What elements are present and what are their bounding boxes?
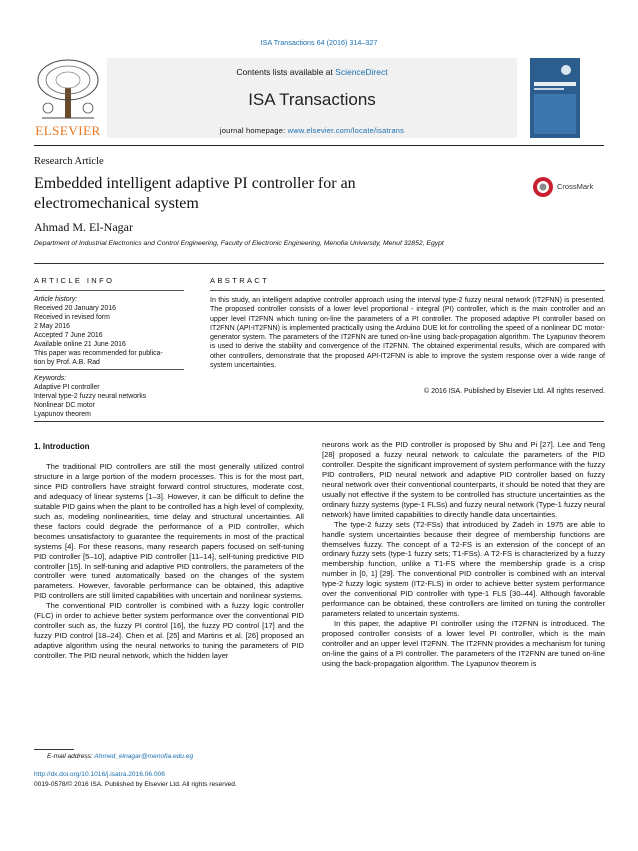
abstract-heading: ABSTRACT <box>210 276 270 285</box>
paragraph: The conventional PID controller is combined with a fuzzy logic controller (FLC) in order to achieve better system performance over the conventional PID controller such as, the fuzzy PI control [16], the fuzzy PD control [17] and the fuzzy PID control [18–24]. Chen et al. [25] and Martins et al. [26] proposed an adaptive algorithm using the neural networks to tuning the parameters of PID controller. The PID neural network, which the hidden layer <box>34 601 304 661</box>
abstract-rule <box>210 290 605 291</box>
paragraph: The type-2 fuzzy sets (T2-FSs) that introduced by Zadeh in 1975 are able to handle system uncertainties because their degree of membership functions are themselves fuzzy. The concept of a T2-FS is an extension of the concept of an ordinary fuzzy sets (type-1 fuzzy sets; T1-FSs). A T2-FS is characterized by a fuzzy membership function, unlike a T1-FS where the membership grade is a crisp number in [0, 1] [29]. The conventional PID controller is combined with an interval type-2 fuzzy logic system (IT2-FLS) in order to achieve better system performance over the conventional PID controller with type-1 FLS [30–44]. Although favorable performance can be obtained, these controllers are limited on tuning the controller parameters related to uncertain systems. <box>322 519 605 619</box>
publisher-name: ELSEVIER <box>35 123 101 138</box>
footnote-rule <box>34 749 74 750</box>
header-rule <box>34 145 604 146</box>
article-info-rule <box>34 290 184 291</box>
history-item: 2 May 2016 <box>34 323 71 330</box>
abstract-text: In this study, an intelligent adaptive controller approach using the interval type-2 fuzzy neural network (IT2FNN) is presented. The proposed controller consists of a lower level proportional - integral (PI) controller, which is the main controller and an upper level IT2FNN which tuning on-line the parameters of a PI controller. The proposed adaptive PI controller based on IT2FNN (API-IT2FNN) is implemented practically using the Arduino DUE kit for controlling the speed of a nonlinear DC motor-generator system. The parameters of the IT2FNN are tuned on-line using back-propagation algorithm. The Lyapunov theorem is used to derive the stability and convergence of the IT2FNN. The obtained experimental results, which are compared with other controllers, demonstrate that the proposed API-IT2FNN is able to improve the system response over a wide range of system uncertainties. <box>210 297 605 370</box>
article-type: Research Article <box>34 156 104 167</box>
crossmark-icon <box>532 176 554 198</box>
homepage-prefix: journal homepage: <box>219 126 288 135</box>
history-item: Received 20 January 2016 <box>34 305 116 312</box>
abstract-copyright: © 2016 ISA. Published by Elsevier Ltd. All rights reserved. <box>423 388 605 395</box>
article-info-heading: ARTICLE INFO <box>34 276 115 285</box>
history-item: Received in revised form <box>34 314 110 321</box>
article-history <box>34 295 184 367</box>
footnote <box>47 753 193 760</box>
crossmark-label: CrossMark <box>557 182 594 191</box>
keywords-rule <box>34 369 184 370</box>
keyword: Lyapunov theorem <box>34 411 91 418</box>
author-email-link[interactable]: Ahmed_elnagar@menofia.edu.eg <box>94 753 194 760</box>
history-item: This paper was recommended for publica- <box>34 350 163 357</box>
journal-title: ISA Transactions <box>248 90 376 109</box>
history-item: tion by Prof. A.B. Rad <box>34 359 100 366</box>
right-column <box>322 440 605 669</box>
email-label: E-mail address: <box>47 753 95 760</box>
homepage-link[interactable]: www.elsevier.com/locate/isatrans <box>287 126 405 135</box>
paragraph: neurons work as the PID controller is proposed by Shu and Pi [27]. Lee and Teng [28] proposed a fuzzy neural network to calculate the parameters of the PID controller. Despite the significant improvement of system performance with the fuzzy PID controllers, PID neural network and adaptive PID controller based on fuzzy neural network over their conventional counterparts, it should be noted that they are usually not effective if the system to be controlled has structure uncertainties as the ordinary fuzzy systems (type-1 FLSs) and fuzzy neural network (Type-1 fuzzy neural network) have limited capabilities to directly handle data uncertainties. <box>322 440 605 519</box>
paragraph: The traditional PID controllers are still the most generally utilized control structure in a large portion of the modern processes. This is for the most part, since PID controllers have straight forward control structures, moderate cost, and adequacy of linear systems [1–3]. However, it can be difficult to define the suitable PID gains when the plant to be controlled has a high level of complexity, such as, modeling nonlinearities, time delay and structural uncertainties. All these factors could degrade the performance of a PID controller, which becomes unsatisfactory to guarantee the requirements in most of the practical systems [4]. For these reasons, many research papers focused on self-tuning PID controller [5–10], adaptive PID controller [11–14], self-tuning predictive PID controller [15]. In self-tuning and adaptive PID controllers, the parameters of the controller were tuned automatically based on the changes of the system parameters. However, favorable performance can be obtained, this adaptive PID controllers are still limited capabilities with uncertain and nonlinear systems. <box>34 462 304 601</box>
crossmark-button[interactable] <box>532 176 602 198</box>
keyword: Interval type-2 fuzzy neural networks <box>34 393 147 400</box>
paragraph: In this paper, the adaptive PI controller using the IT2FNN is introduced. The proposed controller consists of a lower level PI controller, which is the main controller and an upper level IT2FNN. The IT2FNN provides a mechanism for tuning on-line the gains of a PI controller. The parameters of the IT2FNN are tuned on-line using the back-propagation algorithm. The Lyapunov theorem is <box>322 619 605 668</box>
author-name[interactable]: Ahmad M. El-Nagar <box>34 220 133 234</box>
introduction-heading: 1. Introduction <box>34 442 90 451</box>
contents-prefix: Contents lists available at <box>236 67 336 77</box>
tree-icon <box>34 58 102 120</box>
sciencedirect-link[interactable]: ScienceDirect <box>335 67 388 77</box>
keyword: Adaptive PI controller <box>34 384 100 391</box>
keyword: Nonlinear DC motor <box>34 402 95 409</box>
doi-link[interactable]: http://dx.doi.org/10.1016/j.isatra.2016.06.006 <box>34 771 165 778</box>
cover-art-icon <box>530 58 580 138</box>
section-rule <box>34 263 604 264</box>
article-title: Embedded intelligent adaptive PI controller for an electromechanical system <box>34 175 356 212</box>
left-column <box>34 462 304 661</box>
journal-reference[interactable]: ISA Transactions 64 (2016) 314–327 <box>260 38 378 47</box>
history-label: Article history: <box>34 296 78 303</box>
history-item: Accepted 7 June 2016 <box>34 332 103 339</box>
contents-line <box>107 67 517 77</box>
author-affiliation: Department of Industrial Electronics and Control Engineering, Faculty of Electronic Engineering, Menofia University, Menuf 32852, Egypt <box>34 240 444 247</box>
journal-homepage <box>107 126 517 135</box>
history-item: Available online 21 June 2016 <box>34 341 126 348</box>
issn-copyright: 0019-0578/© 2016 ISA. Published by Elsevier Ltd. All rights reserved. <box>34 781 237 788</box>
body-rule <box>34 421 604 422</box>
keywords <box>34 374 184 419</box>
keywords-label: Keywords: <box>34 375 67 382</box>
journal-cover-image[interactable] <box>530 58 580 138</box>
